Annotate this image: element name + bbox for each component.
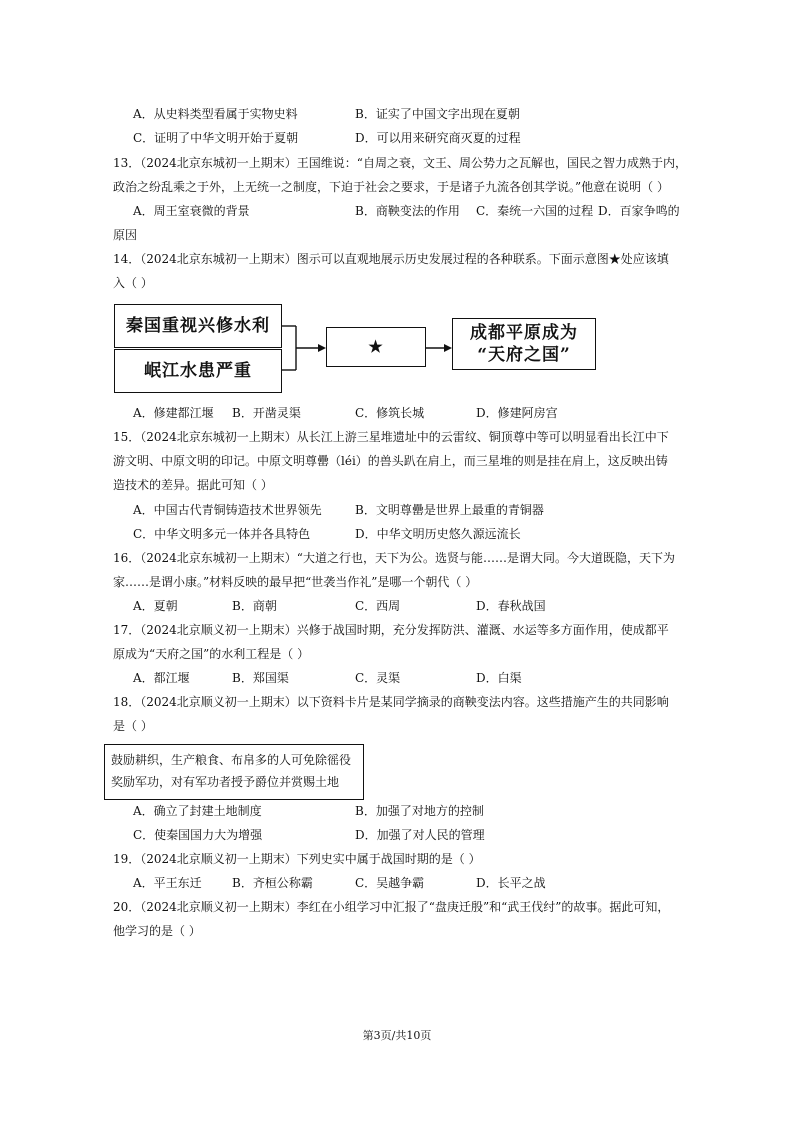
q19-option-a: A．平王东迁 [133, 876, 202, 890]
q20-stem-line-1: 20．（2024北京顺义初一上期末）李红在小组学习中汇报了“盘庚迁殷”和“武王伐纣”的故事。据此可知， [113, 900, 670, 914]
q18-stem-line-1: 18．（2024北京顺义初一上期末）以下资料卡片是某同学摘录的商鞅变法内容。这些措施产生的共同影响 [113, 695, 669, 709]
q16-option-d: D．春秋战国 [476, 599, 546, 613]
q15-stem-line-3: 造技术的差异。据此可知（ ） [113, 478, 273, 492]
q13-stem-line-1: 13．（2024北京东城初一上期末）王国维说：“自周之衰，文王、周公势力之瓦解也，国民之智力成熟于内， [113, 156, 687, 170]
q18-card-line-2: 奖励军功，对有军功者授予爵位并赏赐土地 [111, 775, 340, 789]
q18-option-b: B．加强了对地方的控制 [355, 804, 484, 818]
q14-option-d: D．修建阿房宫 [476, 406, 558, 420]
diagram-result-line-2: “天府之国” [477, 345, 571, 365]
q17-option-d: D．白渠 [476, 671, 522, 685]
q15-option-a: A．中国古代青铜铸造技术世界领先 [133, 503, 322, 517]
q15-option-c: C．中华文明多元一体并各具特色 [133, 527, 311, 541]
q12-option-b: B．证实了中国文字出现在夏朝 [355, 107, 520, 121]
q14-option-b: B．开凿灵渠 [232, 406, 301, 420]
q19-option-b: B．齐桓公称霸 [232, 876, 313, 890]
q13-option-d: D．百家争鸣的 [598, 204, 680, 218]
q20-stem-line-2: 他学习的是（ ） [113, 924, 201, 938]
q16-stem-line-2: 家……是谓小康。”材料反映的最早把“世袭当作礼”是哪一个朝代（ ） [113, 575, 478, 589]
q18-card-line-1: 鼓励耕织，生产粮食、布帛多的人可免除徭役 [111, 753, 352, 767]
q13-option-c: C．秦统一六国的过程 [476, 204, 594, 218]
q16-option-a: A．夏朝 [133, 599, 178, 613]
q16-stem-line-1: 16．（2024北京东城初一上期末）“大道之行也，天下为公。选贤与能……是谓大同。今大道既隐，天下为 [113, 551, 675, 565]
q17-stem-line-2: 原成为“天府之国”的水利工程是（ ） [113, 647, 310, 661]
q13-option-d-wrap: 原因 [113, 228, 138, 242]
q15-stem-line-2: 游文明、中原文明的印记。中原文明尊罍（léi）的兽头趴在肩上，而三星堆的则是挂在肩上，这反映出铸 [113, 454, 668, 468]
q15-option-b: B．文明尊罍是世界上最重的青铜器 [355, 503, 544, 517]
q16-option-c: C．西周 [355, 599, 401, 613]
q12-option-a: A．从史料类型看属于实物史料 [133, 107, 298, 121]
q14-stem-line-1: 14．（2024北京东城初一上期末）图示可以直观地展示历史发展过程的各种联系。下面示意图★处应该填 [113, 252, 669, 266]
q14-option-a: A．修建都江堰 [133, 406, 214, 420]
q17-option-a: A．都江堰 [133, 671, 190, 685]
q15-option-d: D．中华文明历史悠久源远流长 [355, 527, 521, 541]
q12-option-d: D．可以用来研究商灭夏的过程 [355, 131, 521, 145]
q16-option-b: B．商朝 [232, 599, 277, 613]
page-number-footer: 第3页/共10页 [362, 1029, 432, 1042]
q13-option-a: A．周王室衰微的背景 [133, 204, 250, 218]
diagram-star-box: ★ [326, 327, 426, 367]
q19-option-d: D．长平之战 [476, 876, 546, 890]
q14-option-c: C．修筑长城 [355, 406, 425, 420]
q17-option-b: B．郑国渠 [232, 671, 289, 685]
q19-option-c: C．吴越争霸 [355, 876, 425, 890]
q18-stem-line-2: 是（ ） [113, 719, 153, 733]
diagram-result-line-1: 成都平原成为 [470, 323, 578, 343]
q14-stem-line-2: 入（ ） [113, 276, 153, 290]
q19-stem-line-1: 19．（2024北京顺义初一上期末）下列史实中属于战国时期的是（ ） [113, 852, 481, 866]
q18-option-d: D．加强了对人民的管理 [355, 828, 485, 842]
diagram-result-box [452, 318, 596, 370]
q18-info-card [104, 744, 364, 800]
diagram-box-irrigation: 秦国重视兴修水利 [114, 304, 282, 348]
q12-option-c: C．证明了中华文明开始于夏朝 [133, 131, 299, 145]
q15-stem-line-1: 15．（2024北京东城初一上期末）从长江上游三星堆遗址中的云雷纹、铜顶尊中等可以明显看出长江中下 [113, 430, 669, 444]
q17-option-c: C．灵渠 [355, 671, 401, 685]
q13-stem-line-2: 政治之纷乱乘之于外，上无统一之制度，下迫于社会之要求，于是诸子九流各创其学说。”他意在说明（ ） [113, 180, 669, 194]
q18-option-c: C．使秦国国力大为增强 [133, 828, 263, 842]
q17-stem-line-1: 17．（2024北京顺义初一上期末）兴修于战国时期，充分发挥防洪、灌溉、水运等多方面作用，使成都平 [113, 623, 669, 637]
q18-option-a: A．确立了封建土地制度 [133, 804, 262, 818]
q13-option-b: B．商鞅变法的作用 [355, 204, 460, 218]
diagram-box-flood: 岷江水患严重 [114, 349, 282, 393]
